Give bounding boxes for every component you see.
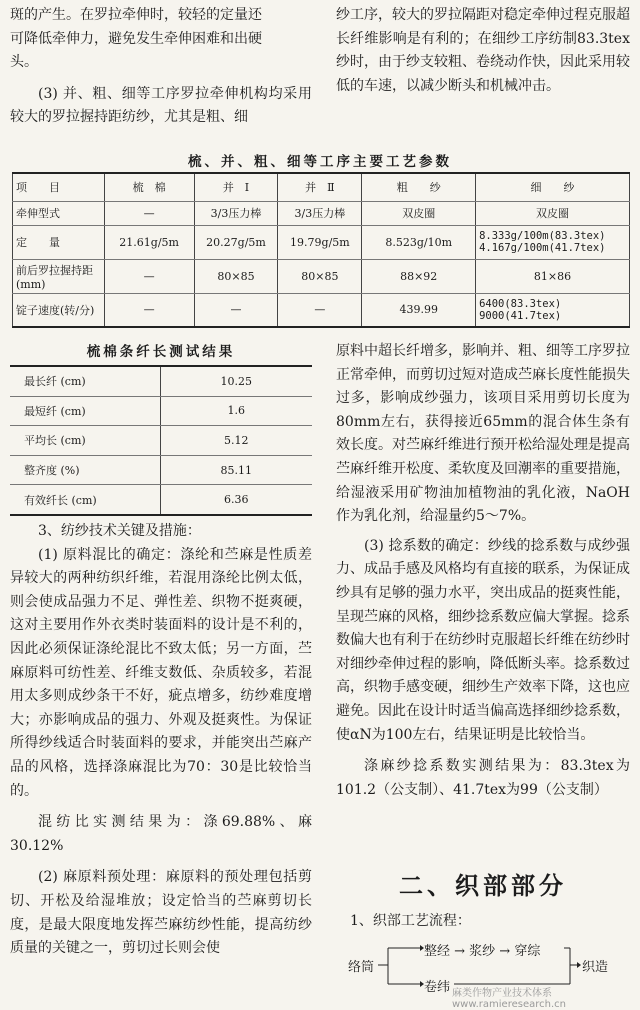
- table-row: [10, 366, 312, 396]
- top-left-line-3: 头。: [10, 54, 38, 71]
- table-cell: 80×85: [194, 259, 278, 293]
- table2-caption: 梳棉条纤长测试结果: [86, 344, 236, 360]
- table-cell: 21.61g/5m: [104, 225, 194, 259]
- table-row: [10, 455, 312, 485]
- table-cell: 5.12: [160, 426, 312, 456]
- flow-start: 络筒: [348, 960, 375, 975]
- table-row: [10, 396, 312, 426]
- row-label: 锭子速度(转/分): [13, 293, 105, 327]
- table1-caption: 梳、并、粗、细等工序主要工艺参数: [188, 154, 452, 170]
- table-cell: 6.36: [160, 485, 312, 515]
- paragraph-twist-result: 涤麻纱捻系数实测结果为：83.3tex为101.2（公支制）、41.7tex为99（公支制）: [336, 758, 630, 798]
- table-row: [13, 201, 630, 225]
- table-row: [13, 225, 630, 259]
- top-left-text: [10, 4, 312, 130]
- paragraph-item-3: (3) 并、粗、细等工序罗拉牵伸机构均采用较大的罗拉握持距纺纱，尤其是粗、细: [10, 85, 312, 126]
- table-cell: —: [104, 293, 194, 327]
- section-title: 二、织部部分: [399, 871, 567, 900]
- row-label: 有效纤长 (cm): [10, 485, 160, 515]
- table-cell: 1.6: [160, 396, 312, 426]
- row-label: 平均长 (cm): [10, 426, 160, 456]
- table1-header: 并 Ⅱ: [278, 173, 362, 201]
- subheading-1: 1、织部工艺流程：: [350, 913, 471, 929]
- table-cell: 双皮圈: [476, 201, 630, 225]
- row-label: 牵伸型式: [13, 201, 105, 225]
- table1-header: 并 Ⅰ: [194, 173, 278, 201]
- paragraph-blend-ratio: (1) 原料混比的确定：涤纶和苎麻是性质差异较大的两种纺织纤维，若混用涤纶比例太低，则会使成品强力不足、弹性差、织物不挺爽硬，这对主要用作外衣类时装面料的设计是不利的，因此必须保证涤纶混比不致太低；另一方面，苎麻原料可纺性差、纤维支数低、杂质较多，若混用太多则成纱条干不好，疵点增多，纺纱难度增大；亦影响成品的强力、外观及挺爽性。为保证所得纱线适合时装面料的要求，并能突出苎麻产品的风格，选择涤麻混比为70：30是比较恰当的。: [10, 546, 312, 799]
- watermark: 麻类作物产业技术体系 www.ramieresearch.cn: [452, 988, 566, 1010]
- top-left-line-2: 可降低牵伸力，避免发生牵伸困难和出硬: [10, 30, 262, 47]
- paragraph-blend-result: 混纺比实测结果为：涤69.88%、麻30.12%: [10, 814, 312, 854]
- table-cell: 85.11: [160, 455, 312, 485]
- row-label: 整齐度 (%): [10, 455, 160, 485]
- table-cell: 20.27g/5m: [194, 225, 278, 259]
- table-cell: 10.25: [160, 366, 312, 396]
- table-row: [10, 485, 312, 515]
- table-cell: —: [104, 201, 194, 225]
- table-cell: 19.79g/5m: [278, 225, 362, 259]
- table-cell: —: [104, 259, 194, 293]
- table1-header: 细 纱: [476, 173, 630, 201]
- table1-header: 粗 纱: [362, 173, 476, 201]
- heading-3: 3、纺纱技术关键及措施：: [38, 523, 201, 539]
- paragraph-cut-length: 原料中超长纤增多，影响并、粗、细等工序罗拉正常牵伸，而剪切过短对造成苎麻长度性能损失过多，影响成纱强力，该项目采用剪切长度为80mm左右，获得接近65mm的混合体生条有效长度。对苎麻纤维进行预开松给湿处理是提高苎麻纤维开松度、柔软度及回潮率的重要措施，给湿液采用矿物油加植物油的乳化液，NaOH作为乳化剂，给湿量约5～7%。: [336, 343, 630, 525]
- flow-lower-branch: 卷纬: [424, 980, 451, 995]
- table-cell: 8.333g/100m(83.3tex) 4.167g/100m(41.7tex): [476, 225, 630, 259]
- table1-header: 梳 棉: [104, 173, 194, 201]
- table-cell: 8.523g/10m: [362, 225, 476, 259]
- table-cell: 6400(83.3tex) 9000(41.7tex): [476, 293, 630, 327]
- top-left-line-1: 斑的产生。在罗拉牵伸时，较轻的定量还: [10, 7, 262, 23]
- table-row: [13, 259, 630, 293]
- process-params-table: [12, 172, 630, 328]
- right-column: [336, 340, 630, 802]
- top-right-paragraph: 纱工序，较大的罗拉隔距对稳定牵伸过程克服超长纤维影响是有利的；在细纱工序纺制83.3tex纱时，由于纱支较粗、卷绕动作快，因此采用较低的车速，以减少断头和机械冲击。: [336, 7, 630, 94]
- table1-header-row: [13, 173, 630, 201]
- left-column: [10, 520, 312, 961]
- flow-upper-branch: 整经 → 浆纱 → 穿综: [424, 944, 541, 959]
- table-cell: 3/3压力棒: [194, 201, 278, 225]
- table1-header: 项 目: [13, 173, 105, 201]
- table-cell: 81×86: [476, 259, 630, 293]
- paragraph-pretreatment: (2) 麻原料预处理：麻原料的预处理包括剪切、开松及给湿堆放；设定恰当的苎麻剪切长度，是最大限度地发挥苎麻纺纱性能，提高纺纱质量的关键之一，剪切过长则会使: [10, 869, 312, 957]
- row-label: 最短纤 (cm): [10, 396, 160, 426]
- fiber-length-table: [10, 365, 312, 516]
- table-cell: 88×92: [362, 259, 476, 293]
- paragraph-twist: (3) 捻系数的确定：纱线的捻系数与成纱强力、成品手感及风格均有直接的联系，为保证成纱具有足够的强力水平，突出成品的挺爽性能，呈现苎麻的风格，细纱捻系数应偏大掌握。捻系数偏大也有利于在纺纱时克服超长纤维在纺纱时对细纱牵伸过程的影响，降低断头率。捻系数过高，织物手感变硬，细纱生产效率下降，这也应避免。因此在设计时适当偏高选择细纱捻系数，使αN为100左右，结果证明是比较恰当。: [336, 537, 630, 743]
- table-cell: 439.99: [362, 293, 476, 327]
- table-row: [13, 293, 630, 327]
- table-cell: —: [278, 293, 362, 327]
- row-label: 最长纤 (cm): [10, 366, 160, 396]
- table-row: [10, 426, 312, 456]
- table-cell: 80×85: [278, 259, 362, 293]
- table-cell: —: [194, 293, 278, 327]
- table-cell: 3/3压力棒: [278, 201, 362, 225]
- row-label: 定 量: [13, 225, 105, 259]
- flow-end: 织造: [582, 960, 609, 975]
- top-right-text: [336, 4, 630, 98]
- row-label: 前后罗拉握持距(mm): [13, 259, 105, 293]
- table-cell: 双皮圈: [362, 201, 476, 225]
